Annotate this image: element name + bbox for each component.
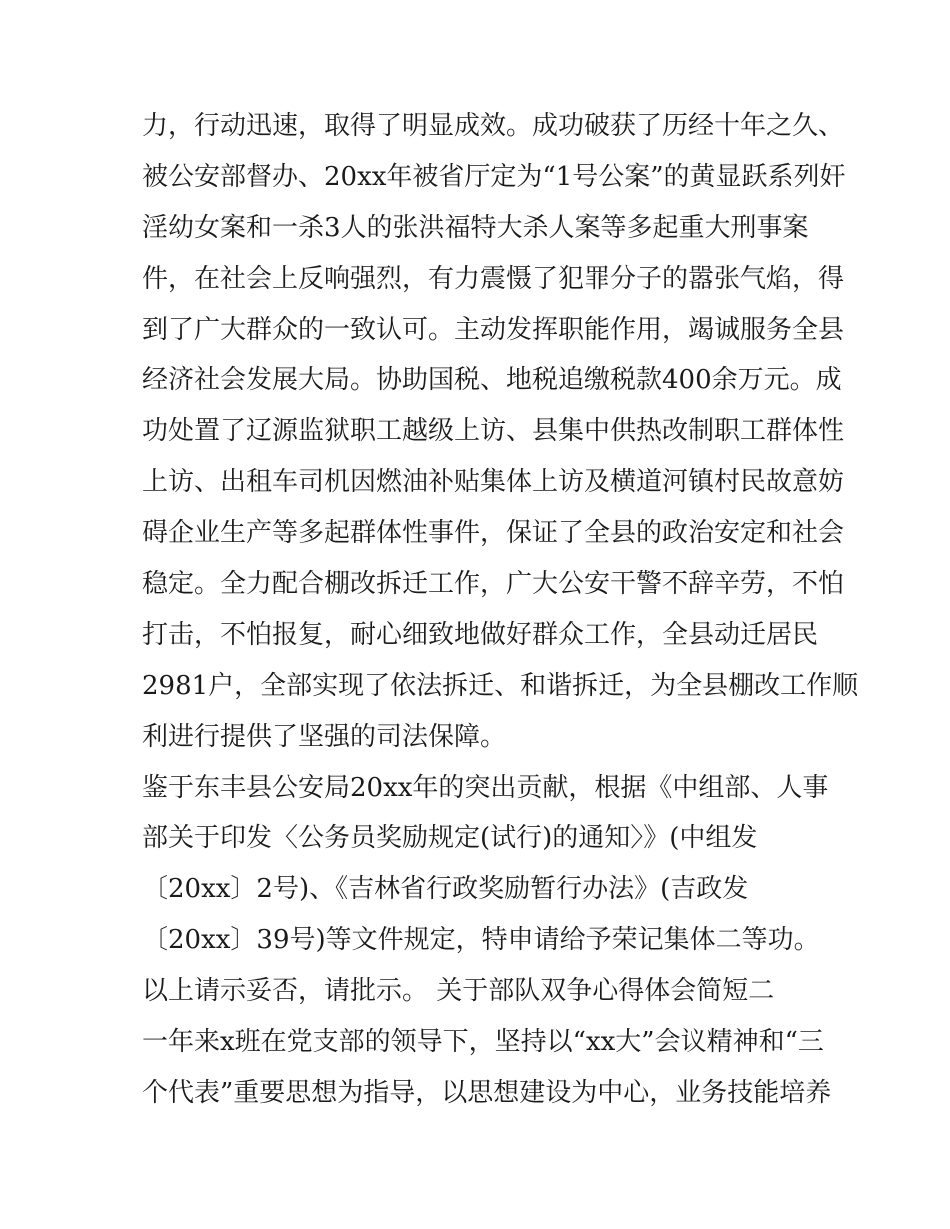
text-line: 利进行提供了坚强的司法保障。	[142, 721, 507, 752]
text-line: 以上请示妥否，请批示。 关于部队双争心得体会简短二	[142, 976, 775, 1007]
text-line: 2981户，全部实现了依法拆迁、和谐拆迁，为全县棚改工作顺	[142, 670, 859, 701]
text-line: 功处置了辽源监狱职工越级上访、县集中供热改制职工群体性	[142, 416, 845, 447]
text-line: 力，行动迅速，取得了明显成效。成功破获了历经十年之久、	[142, 111, 845, 141]
text-line: 个代表”重要思想为指导，以思想建设为中心，业务技能培养	[142, 1077, 832, 1108]
text-line: 〔20xx〕39号)等文件规定，特申请给予荣记集体二等功。	[142, 925, 820, 956]
text-line: 稳定。全力配合棚改拆迁工作，广大公安干警不辞辛劳，不怕	[142, 569, 845, 600]
text-line: 打击，不怕报复，耐心细致地做好群众工作，全县动迁居民	[142, 619, 819, 650]
text-line: 经济社会发展大局。协助国税、地税追缴税款400余万元。成	[142, 365, 842, 396]
text-line: 到了广大群众的一致认可。主动发挥职能作用，竭诚服务全县	[142, 314, 845, 345]
text-line: 鉴于东丰县公安局20xx年的突出贡献，根据《中组部、人事	[142, 772, 829, 803]
text-line: 件，在社会上反响强烈，有力震慑了犯罪分子的嚣张气焰，得	[142, 263, 845, 294]
text-line: 淫幼女案和一杀3人的张洪福特大杀人案等多起重大刑事案	[142, 212, 809, 243]
text-line: 〔20xx〕2号)、《吉林省行政奖励暂行办法》(吉政发	[142, 874, 749, 905]
text-line: 部关于印发〈公务员奖励规定(试行)的通知〉》(中组发	[142, 823, 758, 854]
text-line: 被公安部督办、20xx年被省厅定为“1号公案”的黄显跃系列奸	[142, 161, 846, 192]
text-line: 一年来x班在党支部的领导下，坚持以“xx大”会议精神和“三	[142, 1027, 824, 1058]
document-body	[142, 101, 859, 1119]
text-line: 碍企业生产等多起群体性事件，保证了全县的政治安定和社会	[142, 518, 845, 549]
text-line: 上访、出租车司机因燃油补贴集体上访及横道河镇村民故意妨	[142, 467, 845, 498]
